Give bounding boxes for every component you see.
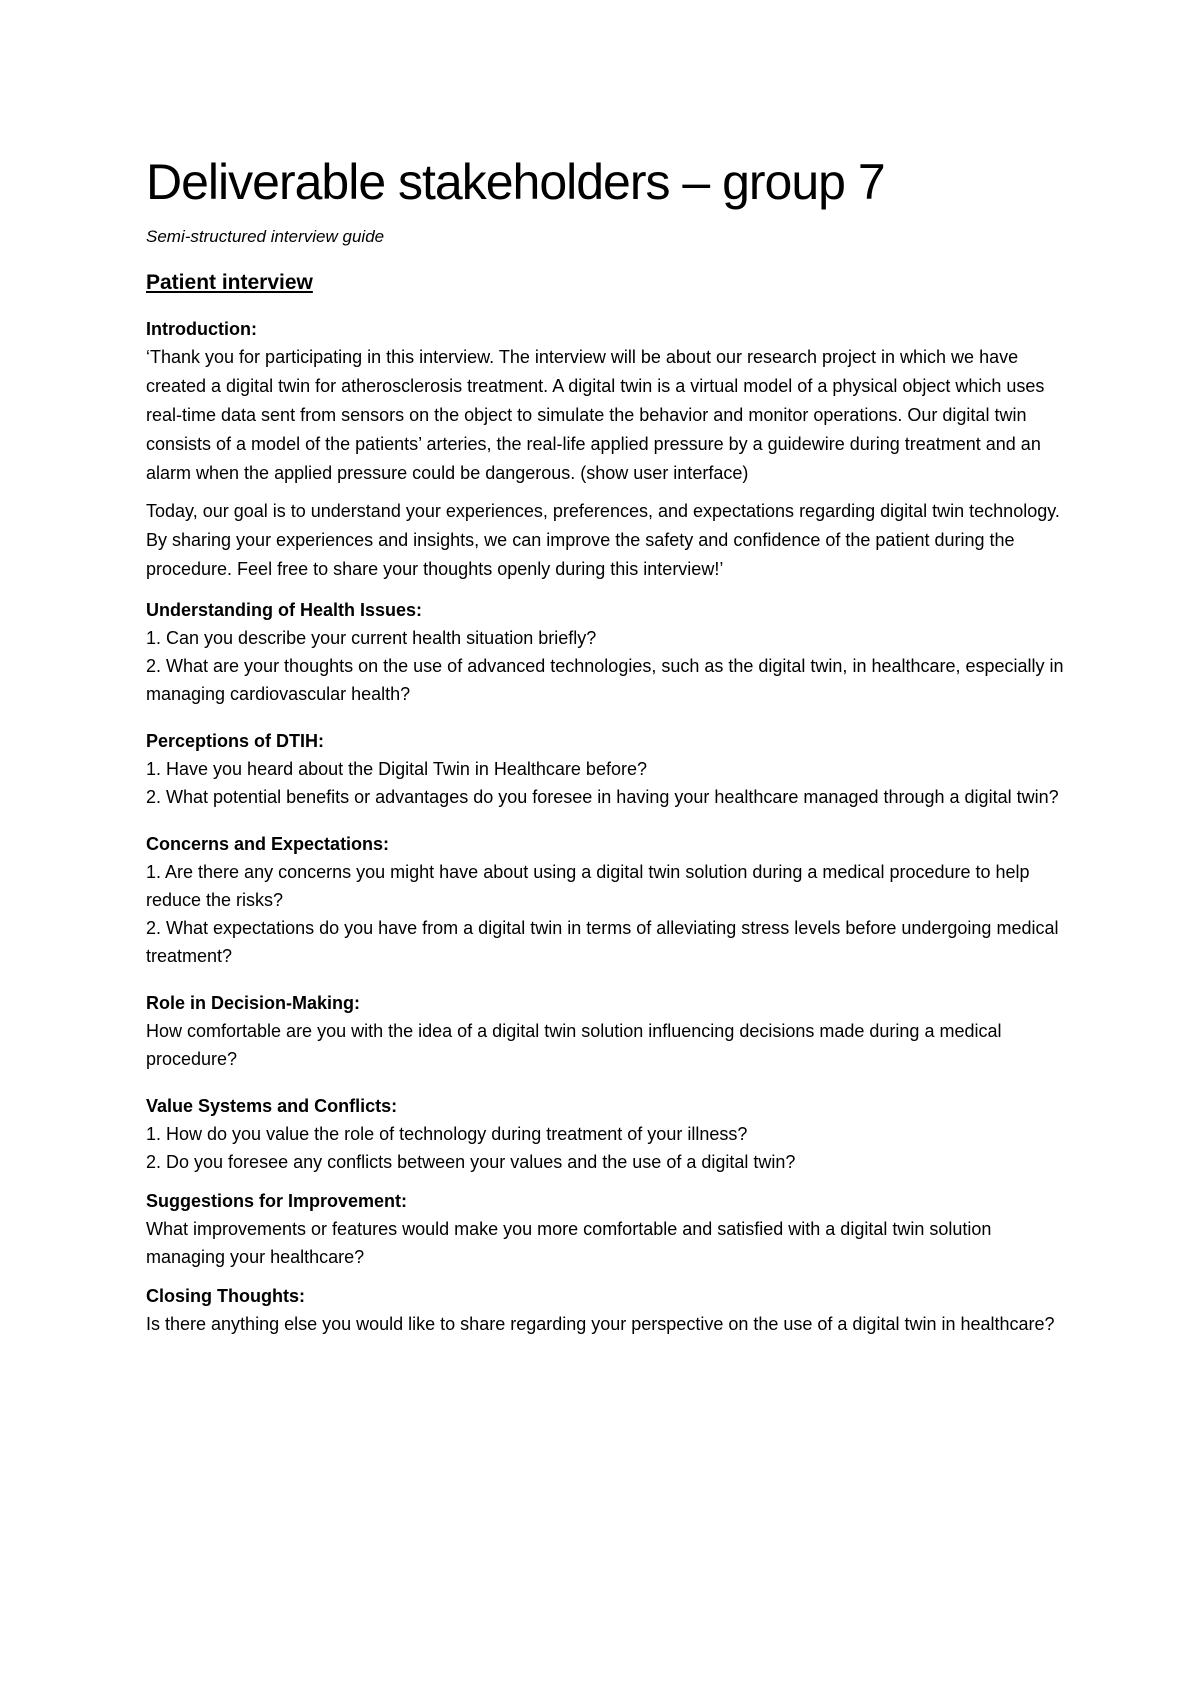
section-heading: Closing Thoughts:: [146, 1286, 305, 1306]
question-line: 1. Can you describe your current health situation briefly?: [146, 628, 597, 648]
section-value-systems: [146, 1092, 1066, 1176]
question-line: What improvements or features would make you more comfortable and satisfied with a digital twin solution managing your healthcare?: [146, 1219, 992, 1267]
section-heading: Concerns and Expectations:: [146, 834, 390, 854]
question-line: Is there anything else you would like to share regarding your perspective on the use of a digital twin in healthcare?: [146, 1314, 1055, 1334]
question-line: 2. What expectations do you have from a digital twin in terms of alleviating stress levels before undergoing medical treatment?: [146, 918, 1059, 966]
section-heading: Perceptions of DTIH:: [146, 731, 325, 751]
section-health-issues: [146, 596, 1066, 708]
intro-paragraph: ‘Thank you for participating in this interview. The interview will be about our research project in which we have created a digital twin for atherosclerosis treatment. A digital twin is a virtual model of a physical object which uses real-time data sent from sensors on the object to simulate the behavior and monitor operations. Our digital twin consists of a model of the patients’ arteries, the real-life applied pressure by a guidewire during treatment and an alarm when the applied pressure could be dangerous. (show user interface): [146, 347, 1045, 483]
question-line: 2. What are your thoughts on the use of advanced technologies, such as the digital twin, in healthcare, especially in managing cardiovascular health?: [146, 656, 1064, 704]
question-line: 1. Have you heard about the Digital Twin in Healthcare before?: [146, 759, 647, 779]
question-line: 1. How do you value the role of technology during treatment of your illness?: [146, 1124, 748, 1144]
section-heading: Understanding of Health Issues:: [146, 600, 423, 620]
question-line: 2. What potential benefits or advantages do you foresee in having your healthcare managed through a digital twin?: [146, 787, 1059, 807]
section-improvement: [146, 1187, 1066, 1271]
question-line: 2. Do you foresee any conflicts between your values and the use of a digital twin?: [146, 1152, 796, 1172]
document-title: Deliverable stakeholders – group 7: [146, 154, 885, 210]
section-decision-making: [146, 989, 1066, 1073]
section-heading: Introduction:: [146, 319, 257, 339]
section-heading: Suggestions for Improvement:: [146, 1191, 408, 1211]
section-heading: Role in Decision-Making:: [146, 993, 361, 1013]
document-page: [146, 150, 1066, 1338]
document-subtitle: Semi-structured interview guide: [146, 227, 385, 246]
section-introduction: [146, 315, 1066, 584]
question-line: 1. Are there any concerns you might have about using a digital twin solution during a medical procedure to help reduce the risks?: [146, 862, 1030, 910]
section-closing: [146, 1282, 1066, 1338]
intro-paragraph: Today, our goal is to understand your experiences, preferences, and expectations regarding digital twin technology. By sharing your experiences and insights, we can improve the safety and confidence of the patient during the procedure. Feel free to share your thoughts openly during this interview!’: [146, 501, 1060, 579]
section-heading: Value Systems and Conflicts:: [146, 1096, 398, 1116]
section-perceptions: [146, 727, 1066, 811]
question-line: How comfortable are you with the idea of a digital twin solution influencing decisions made during a medical procedure?: [146, 1021, 1002, 1069]
interview-heading: Patient interview: [146, 271, 313, 294]
section-concerns: [146, 830, 1066, 970]
